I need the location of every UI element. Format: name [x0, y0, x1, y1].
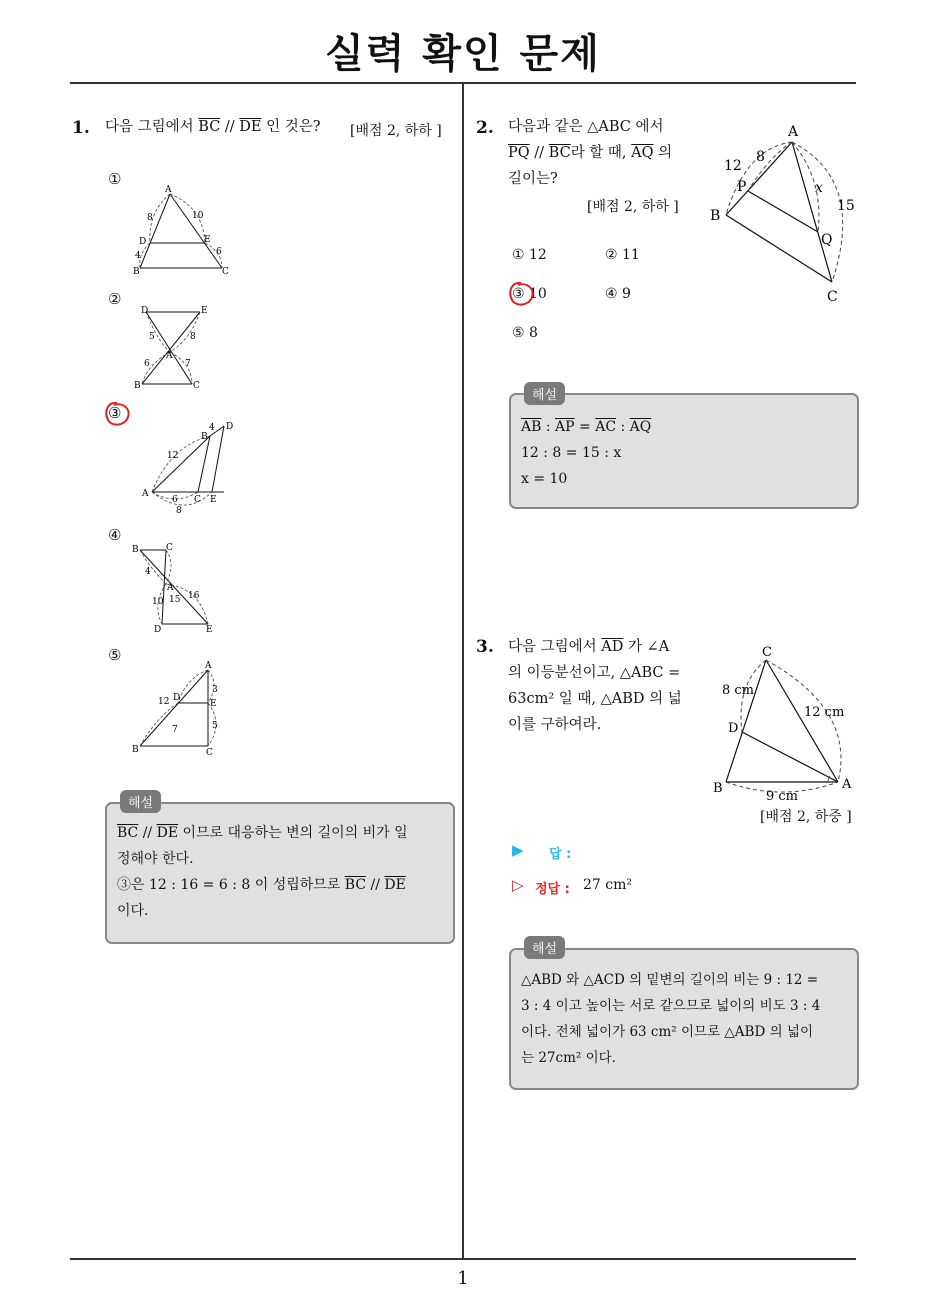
q1-figure-2: [128, 302, 228, 394]
q3-fig-num-8: 8 cm: [722, 683, 755, 698]
q1-f1-label-c: C: [222, 267, 229, 277]
q2-post: 의: [653, 145, 673, 161]
q1-explain-seg-bc-2: $\overline{BC}$: [344, 877, 367, 893]
q1-meta: [배점 2, 하하 ]: [350, 123, 442, 139]
q1-explanation-text: [117, 820, 447, 924]
q1-f4-label-a: A: [167, 583, 174, 593]
q1-f2-label-a: A: [166, 351, 173, 361]
q2-seg-bc: $\overline{BC}$: [548, 145, 571, 161]
q1-explanation-tag: 해설: [120, 790, 161, 813]
q1-seg-bc: $\overline{BC}$: [198, 119, 221, 135]
q2-fig-num-15: 15: [837, 198, 855, 214]
q2-par: //: [529, 145, 549, 161]
q1-explain-line1-post: 이므로 대응하는 변의 길이의 비가 일: [178, 825, 408, 841]
column-divider: [462, 83, 464, 1258]
q1-f5-label-b: B: [132, 745, 139, 755]
q2-mid: 라 할 때,: [570, 145, 632, 161]
q1-f4-num-4: 10: [152, 597, 164, 607]
q3-fig-label-a: A: [842, 777, 852, 792]
q1-f2-num-4: 7: [185, 359, 191, 369]
q2-line-3: 길이는?: [508, 171, 558, 187]
q1-explain-line-3: [117, 872, 447, 898]
bottom-divider: [70, 1258, 856, 1260]
q2-meta: [배점 2, 하하 ]: [587, 199, 679, 215]
q1-number: 1.: [72, 118, 90, 138]
q1-f3-label-d: D: [226, 422, 234, 432]
q1-f4-label-b: B: [132, 545, 139, 555]
q1-option-5[interactable]: ⑤: [108, 646, 122, 664]
q1-f3-num-3: 6: [172, 495, 178, 505]
q3-fig-num-12: 12 cm: [804, 705, 845, 720]
q1-f3-label-c: C: [194, 495, 201, 505]
q1-f4-num-1: 4: [145, 567, 151, 577]
q1-f2-num-3: 6: [144, 359, 150, 369]
q3-line1-pre: 다음 그림에서: [508, 639, 602, 655]
q1-f4-label-d: D: [154, 625, 162, 634]
q2-fig-label-p: P: [737, 179, 747, 195]
q3-figure: [706, 640, 856, 800]
q2-number: 2.: [476, 118, 494, 138]
q2-explain-aq: $\overline{AQ}$: [629, 419, 652, 435]
q2-fig-num-8: 8: [756, 149, 765, 165]
q1-f3-label-a: A: [142, 489, 149, 499]
q1-f1-num-1: 8: [147, 213, 153, 223]
q2-choice-1[interactable]: ① 12: [512, 247, 547, 263]
q1-explain-seg-de-2: $\overline{DE}$: [384, 877, 406, 893]
q3-fig-num-9: 9 cm: [766, 789, 799, 800]
q3-answer-label: 답 :: [549, 847, 572, 862]
q2-explanation-tag: 해설: [524, 382, 565, 405]
q3-meta: [배점 2, 하중 ]: [760, 809, 852, 825]
q2-explain-eq: =: [574, 419, 596, 435]
q1-text-post: 인 것은?: [261, 119, 321, 135]
q1-figure-1: [128, 182, 238, 278]
q3-line-4: 이를 구하여라.: [508, 717, 602, 733]
q2-explain-colon-2: :: [616, 419, 630, 435]
q2-seg-aq: $\overline{AQ}$: [631, 145, 654, 161]
q2-choice-3[interactable]: ③ 10: [512, 286, 547, 302]
q2-fig-label-a: A: [788, 124, 799, 140]
q1-option-1[interactable]: ①: [108, 170, 122, 188]
q1-f2-label-c: C: [193, 381, 200, 391]
q2-explain-line-3: x = 10: [521, 471, 568, 487]
q2-explain-line-2: 12 : 8 = 15 : x: [521, 445, 622, 461]
q1-figure-5: [128, 658, 238, 758]
q3-correct-arrow-icon: ▷: [512, 876, 524, 894]
q2-fig-num-12: 12: [724, 158, 742, 174]
q1-explain-line3-pre: ③은 12 : 16 = 6 : 8 이 성립하므로: [117, 877, 345, 893]
q1-f1-num-4: 6: [216, 247, 222, 257]
q2-explain-ap: $\overline{AP}$: [555, 419, 575, 435]
q2-explain-colon-1: :: [541, 419, 556, 435]
q1-f4-num-3: 16: [188, 591, 200, 601]
q1-f3-label-e: E: [210, 495, 217, 505]
page-title: 실력 확인 문제: [325, 31, 601, 77]
q3-fig-label-b: B: [713, 781, 723, 796]
q3-seg-ad: $\overline{AD}$: [601, 639, 624, 655]
q3-correct-value: 27 cm²: [583, 877, 632, 893]
q2-explanation-text: [521, 414, 851, 492]
q2-choice-4[interactable]: ④ 9: [605, 286, 631, 302]
q3-explanation-text: [521, 967, 853, 1071]
q3-fig-label-c: C: [762, 645, 772, 660]
q3-line-3: 63cm² 일 때, △ABD 의 넓: [508, 691, 682, 707]
q3-answer-arrow-icon: ▶: [512, 841, 524, 859]
q3-explain-line-3: 이다. 전체 넓이가 63 cm² 이므로 △ABD 의 넓이: [521, 1024, 813, 1040]
q3-number: 3.: [476, 637, 494, 657]
q1-option-2[interactable]: ②: [108, 290, 122, 308]
q3-line1-post: 가 ∠A: [623, 639, 670, 655]
q3-explain-line-2: 3 : 4 이고 높이는 서로 같으므로 넓이의 비도 3 : 4: [521, 998, 821, 1014]
q3-text: [508, 634, 698, 738]
q3-line-2: 의 이등분선이고, △ABC =: [508, 665, 681, 681]
q1-explain-par: //: [138, 825, 157, 841]
q2-selected-mark: [506, 280, 536, 308]
q1-f5-num-2: 3: [212, 685, 218, 695]
q1-explain-seg-bc: $\overline{BC}$: [117, 825, 139, 841]
q1-f5-num-3: 7: [172, 725, 178, 735]
q1-f2-num-2: 8: [190, 332, 196, 342]
q1-f5-label-a: A: [205, 661, 212, 671]
q3-explain-line-1: △ABD 와 △ACD 의 밑변의 길이의 비는 9 : 12 =: [521, 972, 819, 988]
q1-f4-label-e: E: [206, 625, 213, 634]
q2-fig-num-x: x: [815, 180, 823, 196]
q1-explain-line-4: 이다.: [117, 903, 149, 919]
q2-fig-label-b: B: [710, 208, 721, 224]
q1-f1-label-a: A: [165, 185, 172, 195]
q1-selected-mark: [102, 400, 132, 428]
q1-f1-num-3: 4: [135, 251, 141, 261]
q1-seg-de: $\overline{DE}$: [239, 119, 262, 135]
q3-correct-label: 정답 :: [535, 882, 570, 897]
page-number: 1: [457, 1268, 469, 1289]
q1-figure-3: [140, 418, 245, 516]
q1-f5-num-4: 5: [212, 721, 218, 731]
q1-f2-label-e: E: [201, 306, 208, 316]
q2-fig-label-c: C: [827, 289, 838, 305]
q1-text: [105, 114, 321, 140]
q3-explanation-tag: 해설: [524, 936, 565, 959]
q1-option-3[interactable]: ③: [108, 404, 122, 422]
q1-f5-label-d: D: [173, 693, 181, 703]
q1-explain-par-2: //: [366, 877, 385, 893]
q2-text: [508, 114, 698, 192]
q1-f5-label-e: E: [210, 699, 217, 709]
q2-fig-label-q: Q: [821, 232, 833, 248]
q1-f5-num-1: 12: [158, 697, 170, 707]
q3-explain-line-4: 는 27cm² 이다.: [521, 1050, 616, 1066]
q1-f1-num-2: 10: [192, 211, 204, 221]
q1-f4-label-c: C: [166, 543, 173, 553]
q1-f4-num-2: 15: [169, 595, 181, 605]
q1-f1-label-d: D: [139, 237, 147, 247]
q2-figure: [706, 120, 856, 310]
q1-f1-label-e: E: [204, 235, 211, 245]
q1-f3-num-2: 4: [209, 423, 215, 433]
q1-figure-4: [128, 538, 228, 634]
q1-f3-num-1: 12: [167, 451, 179, 461]
q2-line-1: 다음과 같은 △ABC 에서: [508, 119, 664, 135]
q1-explain-line-2: 정해야 한다.: [117, 851, 194, 867]
q1-f1-label-b: B: [133, 267, 140, 277]
q2-choice-5[interactable]: ⑤ 8: [512, 325, 538, 341]
q2-seg-pq: $\overline{PQ}$: [508, 145, 530, 161]
q1-explain-line-1: [117, 820, 447, 846]
q2-explain-line-1: [521, 414, 851, 440]
q2-explain-ab: $\overline{AB}$: [521, 419, 542, 435]
q1-f2-label-d: D: [141, 306, 149, 316]
q1-f2-num-1: 5: [149, 332, 155, 342]
q2-explain-ac: $\overline{AC}$: [595, 419, 617, 435]
q1-f3-num-4: 8: [176, 506, 182, 516]
q1-explain-seg-de: $\overline{DE}$: [156, 825, 179, 841]
q3-line-1: [508, 634, 698, 660]
q1-parallel: //: [220, 119, 240, 135]
q1-f5-label-c: C: [206, 748, 213, 758]
q1-f3-label-b: B: [201, 432, 208, 442]
q1-f2-label-b: B: [134, 381, 141, 391]
q2-line-2: [508, 140, 698, 166]
q1-option-4[interactable]: ④: [108, 526, 122, 544]
q1-text-pre: 다음 그림에서: [105, 119, 199, 135]
q3-fig-label-d: D: [728, 721, 739, 736]
q2-choice-2[interactable]: ② 11: [605, 247, 640, 263]
